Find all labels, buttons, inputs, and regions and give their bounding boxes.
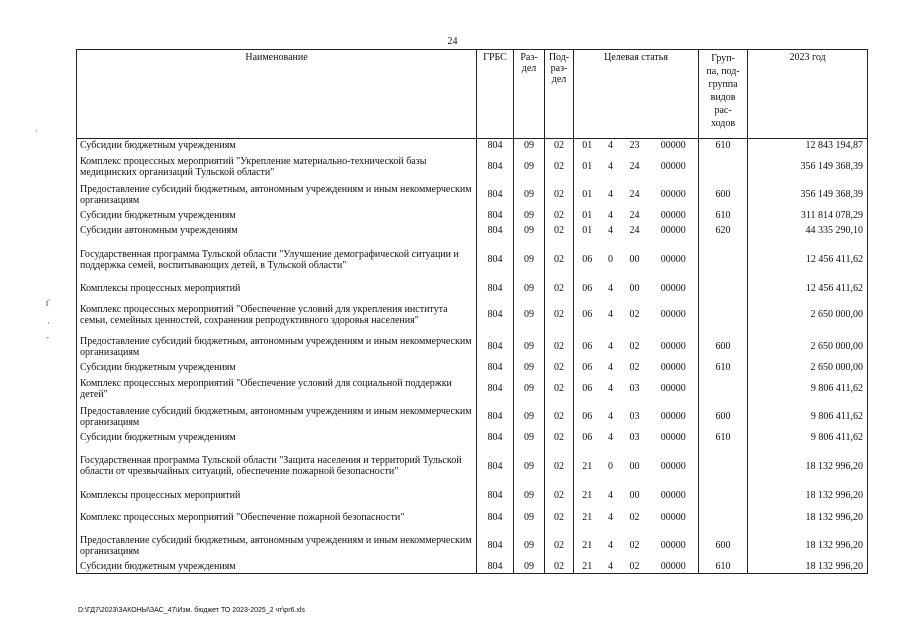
row-grbs: 804 [477,297,514,333]
row-subsection: 02 [545,333,574,361]
row-expense-group [699,153,748,181]
row-grbs: 804 [477,560,514,574]
table-row [77,209,868,223]
row-name: Предоставление субсидий бюджетным, автономным учреждениям и иным некоммерческим организациям [77,403,477,431]
row-amount: 12 456 411,62 [748,281,868,297]
row-target-direction: 00000 [649,560,699,574]
row-name: Комплекс процессных мероприятий "Укрепление материально-технической базы медицинских организаций Тульской области" [77,153,477,181]
row-expense-group [699,504,748,532]
row-target-program: 06 [574,281,601,297]
row-grbs: 804 [477,153,514,181]
row-target-type: 0 [608,254,613,265]
row-target-direction: 00000 [649,297,699,333]
row-target-program: 21 [574,488,601,504]
row-amount: 44 335 290,10 [748,223,868,239]
row-target-type: 4 [608,512,613,523]
row-target-program: 21 [574,560,601,574]
row-target-event: 02 [621,560,649,574]
row-target-event: 00 [629,254,640,265]
row-amount: 18 132 996,20 [748,504,868,532]
row-expense-group: 610 [699,431,748,445]
row-name: Субсидии бюджетным учреждениям [77,431,477,445]
row-target-direction: 00000 [649,445,699,488]
row-subsection: 02 [545,445,574,488]
row-target-type: 4 [608,432,613,443]
table-row [77,488,868,504]
row-name: Государственная программа Тульской области "Защита населения и территорий Тульской области от чрезвычайных ситуаций, обеспечение пожарной безопасности" [77,445,477,488]
header-name: Наименование [77,50,477,139]
row-subsection: 02 [545,281,574,297]
row-target-program: 01 [574,153,601,181]
row-amount: 18 132 996,20 [748,560,868,574]
row-target-event: 24 [629,189,640,200]
row-subsection: 02 [545,403,574,431]
row-section: 09 [514,532,545,560]
row-target-event: 24 [629,210,640,221]
row-subsection: 02 [545,361,574,375]
row-target-direction: 00000 [649,281,699,297]
row-grbs: 804 [477,361,514,375]
table-row [77,333,868,361]
row-subsection: 02 [545,375,574,403]
row-target-direction: 00000 [649,532,699,560]
row-target-direction: 00000 [649,375,699,403]
table-row [77,223,868,239]
header-year: 2023 год [748,50,868,139]
row-target-type: 4 [608,140,613,152]
row-grbs: 804 [477,139,514,153]
row-target-event: 00 [629,460,640,472]
row-section: 09 [514,239,545,281]
row-target-type: 4 [608,309,613,320]
row-target-program: 01 [574,209,601,223]
row-name: Субсидии автономным учреждениям [77,223,477,239]
row-expense-group: 610 [699,209,748,223]
row-expense-group: 620 [699,223,748,239]
table-row [77,297,868,333]
row-section: 09 [514,560,545,574]
row-expense-group: 610 [699,560,748,574]
row-target-program: 06 [574,375,601,403]
table-row [77,403,868,431]
row-target-program: 21 [574,445,601,488]
row-target-program: 01 [574,139,601,153]
table-row [77,239,868,281]
row-target-program: 06 [574,403,601,431]
row-target-program: 21 [574,504,601,532]
row-target-direction: 00000 [649,239,699,281]
row-target-type: 4 [608,411,613,422]
row-amount: 2 650 000,00 [748,297,868,333]
row-grbs: 804 [477,532,514,560]
row-section: 09 [514,375,545,403]
row-target-event: 03 [629,432,640,443]
row-target-type: 0 [608,460,613,472]
row-target-event: 02 [629,341,640,352]
row-target-event: 03 [629,383,640,394]
header-target: Целевая статья [574,50,699,139]
row-amount: 18 132 996,20 [748,488,868,504]
row-target-event: 02 [629,362,640,373]
row-section: 09 [514,297,545,333]
row-amount: 18 132 996,20 [748,532,868,560]
row-amount: 18 132 996,20 [748,445,868,488]
table-row [77,139,868,153]
table-row [77,504,868,532]
row-section: 09 [514,431,545,445]
row-target-event: 24 [629,161,640,172]
row-expense-group [699,488,748,504]
row-target-event: 02 [629,512,640,523]
row-section: 09 [514,209,545,223]
row-expense-group: 610 [699,139,748,153]
row-target-direction: 00000 [649,181,699,209]
row-name: Комплексы процессных мероприятий [77,281,477,297]
row-target-program: 06 [574,333,601,361]
row-amount: 9 806 411,62 [748,431,868,445]
row-target-program: 06 [574,297,601,333]
row-target-event: 03 [629,411,640,422]
row-grbs: 804 [477,445,514,488]
row-name: Комплекс процессных мероприятий "Обеспечение пожарной безопасности" [77,504,477,532]
row-section: 09 [514,504,545,532]
file-path-footer: D:\ГД7\2023\ЗАКОНЫ\ЗАС_47\Изм. бюджет ТО 2023-2025_2 чт\pr6.xls [78,607,305,614]
row-grbs: 804 [477,239,514,281]
row-name: Комплекс процессных мероприятий "Обеспечение условий для социальной поддержки детей" [77,375,477,403]
row-section: 09 [514,488,545,504]
row-amount: 311 814 078,29 [748,209,868,223]
row-subsection: 02 [545,209,574,223]
row-expense-group: 610 [699,361,748,375]
row-target-direction: 00000 [649,223,699,239]
header-expense-group: Груп- па, под- группа видов рас- ходов [699,50,748,139]
table-row [77,431,868,445]
row-target-type: 4 [608,362,613,373]
row-target-program: 06 [574,361,601,375]
row-amount: 12 843 194,87 [748,139,868,153]
budget-table [76,49,868,574]
row-expense-group [699,239,748,281]
row-amount: 2 650 000,00 [748,361,868,375]
row-target-direction: 00000 [649,209,699,223]
row-grbs: 804 [477,333,514,361]
table-row [77,153,868,181]
row-grbs: 804 [477,431,514,445]
row-expense-group [699,445,748,488]
row-target-event: 00 [629,283,640,294]
row-section: 09 [514,181,545,209]
row-expense-group: 600 [699,181,748,209]
row-target-direction: 00000 [649,333,699,361]
row-target-type: 4 [608,490,613,501]
row-name: Предоставление субсидий бюджетным, автономным учреждениям и иным некоммерческим организациям [77,532,477,560]
row-section: 09 [514,445,545,488]
row-name: Предоставление субсидий бюджетным, автономным учреждениям и иным некоммерческим организациям [77,181,477,209]
row-subsection: 02 [545,504,574,532]
row-target-program: 01 [574,181,601,209]
row-section: 09 [514,333,545,361]
row-section: 09 [514,361,545,375]
row-section: 09 [514,139,545,153]
row-expense-group [699,297,748,333]
table-row [77,445,868,488]
row-grbs: 804 [477,504,514,532]
row-target-direction: 00000 [649,488,699,504]
row-grbs: 804 [477,209,514,223]
row-section: 09 [514,403,545,431]
row-target-event: 00 [629,490,640,501]
row-target-program: 21 [574,532,601,560]
row-target-type: 4 [608,383,613,394]
row-subsection: 02 [545,560,574,574]
row-subsection: 02 [545,223,574,239]
table-row [77,281,868,297]
row-name: Субсидии бюджетным учреждениям [77,560,477,574]
table-row [77,560,868,574]
row-section: 09 [514,281,545,297]
row-target-type: 4 [608,210,613,221]
row-target-direction: 00000 [649,403,699,431]
row-name: Предоставление субсидий бюджетным, автономным учреждениям и иным некоммерческим организациям [77,333,477,361]
row-name: Субсидии бюджетным учреждениям [77,209,477,223]
row-name: Государственная программа Тульской области "Улучшение демографической ситуации и поддержка семей, воспитывающих детей, в Тульской области" [77,239,477,281]
table-row [77,181,868,209]
row-target-type: 4 [608,283,613,294]
row-target-event: 24 [629,225,640,236]
row-expense-group: 600 [699,532,748,560]
row-subsection: 02 [545,532,574,560]
row-grbs: 804 [477,181,514,209]
row-target-event: 23 [629,140,640,152]
row-target-direction: 00000 [649,504,699,532]
row-name: Субсидии бюджетным учреждениям [77,139,477,153]
row-subsection: 02 [545,239,574,281]
row-expense-group: 600 [699,333,748,361]
row-amount: 356 149 368,39 [748,153,868,181]
row-target-type: 4 [608,341,613,352]
row-subsection: 02 [545,431,574,445]
row-target-type: 4 [608,225,613,236]
row-amount: 9 806 411,62 [748,403,868,431]
row-subsection: 02 [545,139,574,153]
row-target-direction: 00000 [649,361,699,375]
row-expense-group [699,281,748,297]
row-target-direction: 00000 [649,139,699,153]
table-row [77,375,868,403]
header-subsection: Под- раз- дел [545,50,574,139]
row-name: Субсидии бюджетным учреждениям [77,361,477,375]
row-target-type: 4 [608,189,613,200]
page-number: 24 [447,36,458,47]
table-row [77,361,868,375]
row-subsection: 02 [545,153,574,181]
row-subsection: 02 [545,488,574,504]
row-target-program: 06 [574,431,601,445]
row-section: 09 [514,223,545,239]
row-grbs: 804 [477,403,514,431]
row-subsection: 02 [545,297,574,333]
row-grbs: 804 [477,281,514,297]
row-target-type: 4 [608,161,613,172]
row-subsection: 02 [545,181,574,209]
row-target-type: 4 [601,560,621,574]
table-body [77,139,868,574]
row-amount: 9 806 411,62 [748,375,868,403]
row-expense-group: 600 [699,403,748,431]
row-expense-group [699,375,748,403]
row-name: Комплекс процессных мероприятий "Обеспечение условий для укрепления института семьи, семейных ценностей, сохранения репродуктивного здоровья населения" [77,297,477,333]
row-target-type: 4 [608,540,613,551]
row-amount: 2 650 000,00 [748,333,868,361]
row-section: 09 [514,153,545,181]
row-target-direction: 00000 [649,153,699,181]
row-target-program: 06 [574,239,601,281]
row-grbs: 804 [477,375,514,403]
row-target-event: 02 [629,540,640,551]
row-amount: 356 149 368,39 [748,181,868,209]
row-grbs: 804 [477,488,514,504]
row-target-direction: 00000 [649,431,699,445]
row-grbs: 804 [477,223,514,239]
row-target-program: 01 [574,223,601,239]
header-grbs: ГРБС [477,50,514,139]
header-section: Раз- дел [514,50,545,139]
table-header [77,50,868,139]
row-target-event: 02 [629,309,640,320]
table-row [77,532,868,560]
row-name: Комплексы процессных мероприятий [77,488,477,504]
row-amount: 12 456 411,62 [748,239,868,281]
